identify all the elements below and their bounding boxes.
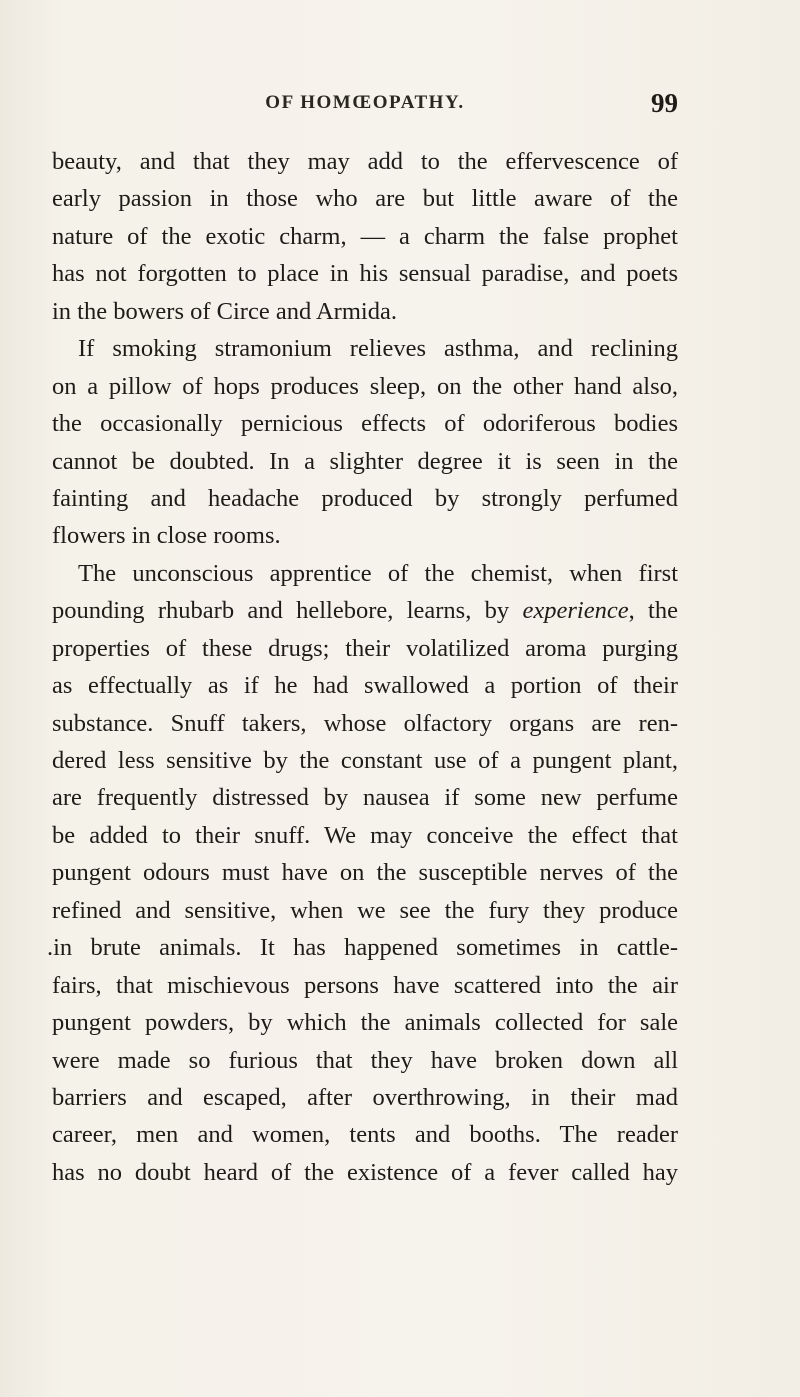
text-line: as effectually as if he had swallowed a portion of their (52, 672, 678, 700)
text-line: has no doubt heard of the existence of a fever called hay (52, 1158, 678, 1186)
text-run: pounding rhubarb and hellebore, learns, by (52, 597, 523, 625)
paragraph-first-line: If smoking stramonium relieves asthma, and reclining (78, 335, 678, 363)
text-line: early passion in those who are but little aware of the (52, 185, 678, 213)
text-line (52, 592, 678, 629)
text-line: refined and sensitive, when we see the fury they produce (52, 896, 678, 924)
text-line: barriers and escaped, after overthrowing, in their mad (52, 1083, 678, 1111)
text-line: pungent powders, by which the animals collected for sale (52, 1009, 678, 1037)
running-head (52, 88, 678, 118)
paragraph-first-line: The unconscious apprentice of the chemist, when first (78, 559, 678, 587)
text-line: the occasionally pernicious effects of odoriferous bodies (52, 410, 678, 438)
text-line: be added to their snuff. We may conceive the effect that (52, 821, 678, 849)
emphasis-text: experience (522, 597, 629, 625)
text-line: fairs, that mischievous persons have scattered into the air (52, 971, 678, 999)
body-text (47, 143, 678, 1191)
text-line: has not forgotten to place in his sensual paradise, and poets (52, 260, 678, 288)
text-line: nature of the exotic charm, — a charm the false prophet (52, 222, 678, 250)
running-title: OF HOMŒOPATHY. (265, 92, 465, 113)
text-line: flowers in close rooms. (52, 522, 281, 550)
text-line: career, men and women, tents and booths. The reader (52, 1121, 678, 1149)
text-run: , the (628, 597, 678, 625)
page-number: 99 (651, 88, 678, 118)
text-line: fainting and headache produced by strongly perfumed (52, 484, 678, 512)
text-line: .in brute animals. It has happened sometimes in cattle- (47, 934, 678, 962)
text-line: properties of these drugs; their volatilized aroma purging (52, 634, 678, 662)
text-line: on a pillow of hops produces sleep, on the other hand also, (52, 372, 678, 400)
text-line: beauty, and that they may add to the effervescence of (52, 148, 678, 175)
text-line: substance. Snuff takers, whose olfactory organs are ren- (52, 709, 678, 737)
text-line: dered less sensitive by the constant use of a pungent plant, (52, 747, 678, 774)
text-line: in the bowers of Circe and Armida. (52, 297, 397, 325)
text-line: were made so furious that they have broken down all (52, 1046, 678, 1074)
text-line: are frequently distressed by nausea if some new perfume (52, 784, 678, 812)
text-line: cannot be doubted. In a slighter degree it is seen in the (52, 447, 678, 475)
text-line: pungent odours must have on the susceptible nerves of the (52, 859, 678, 887)
